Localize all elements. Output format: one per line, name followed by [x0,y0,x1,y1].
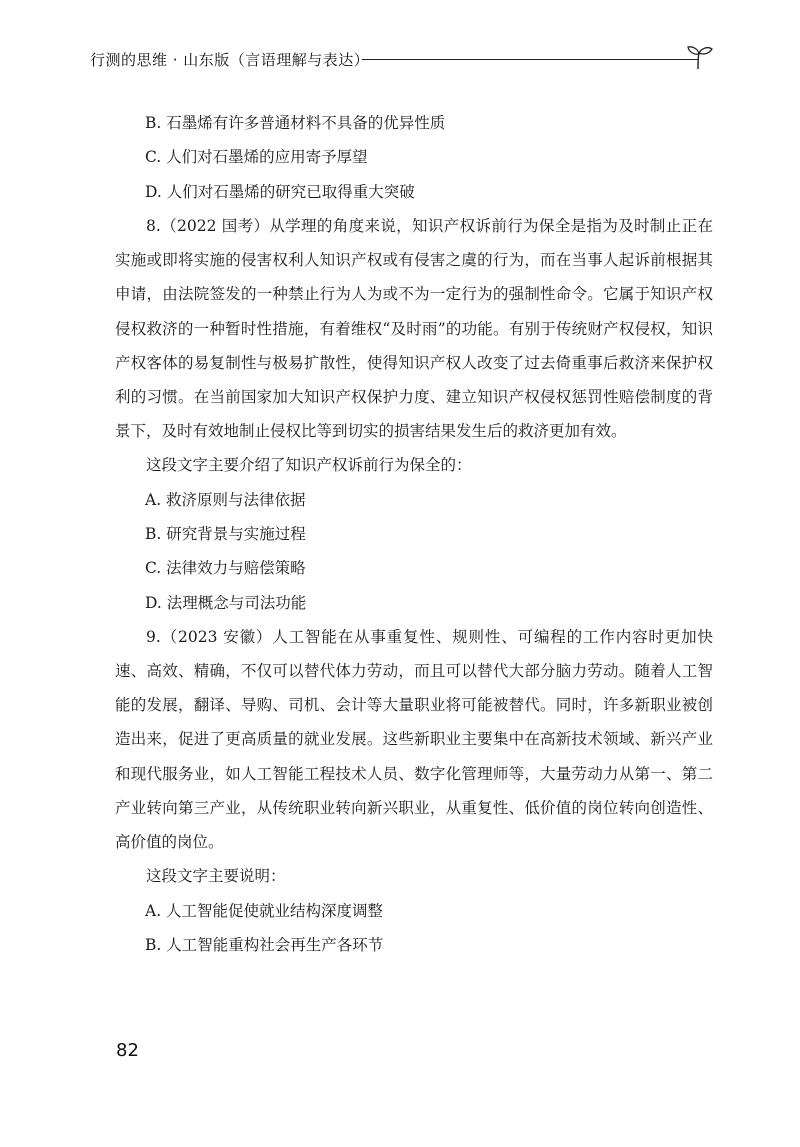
option-item: D. 法理概念与司法功能 [145,593,307,612]
page-number: 82 [116,1040,139,1061]
book-title: 行测的思维 · 山东版（言语理解与表达） [90,51,370,69]
option-item: B. 石墨烯有许多普通材料不具备的优异性质 [145,114,446,132]
option-item: C. 法律效力与赔偿策略 [145,559,306,578]
option-item: D. 人们对石墨烯的研究已取得重大突破 [145,182,415,201]
header-rule [362,59,698,60]
option-item: B. 人工智能重构社会再生产各环节 [145,935,384,954]
page-content [115,106,713,962]
question-8-passage: 8.（2022 国考）从学理的角度来说，知识产权诉前行为保全是指为及时制止正在实施或即将实施的侵害权利人知识产权或有侵害之虞的行为，而在当事人起诉前根据其申请，由法院签发的一种禁止行为人为或不为一定行为的强制性命令。它属于知识产权侵权救济的一种暂时性措施，有着维权“及时雨”的功能。有别于传统财产权侵权，知识产权客体的易复制性与极易扩散性，使得知识产权人改变了过去倚重事后救济来保护权利的习惯。在当前国家加大知识产权保护力度、建立知识产权侵权惩罚性赔偿制度的背景下，及时有效地制止侵权比等到切实的损害结果发生后的救济更加有效。 [115,216,713,441]
option-item: A. 人工智能促使就业结构深度调整 [145,901,384,920]
question-9-stem: 这段文字主要说明： [146,867,286,886]
option-item: B. 研究背景与实施过程 [145,524,306,543]
option-item: C. 人们对石墨烯的应用寄予厚望 [145,148,368,167]
option-item: A. 救济原则与法律依据 [145,490,306,509]
question-8-stem: 这段文字主要介绍了知识产权诉前行为保全的： [146,456,472,475]
sprout-icon [686,44,714,70]
question-9-passage: 9.（2023 安徽）人工智能在从事重复性、规则性、可编程的工作内容时更加快速、高效、精确，不仅可以替代体力劳动，而且可以替代大部分脑力劳动。随着人工智能的发展，翻译、导购、司机、会计等大量职业将可能被替代。同时，许多新职业被创造出来，促进了更高质量的就业发展。这些新职业主要集中在高新技术领域、新兴产业和现代服务业，如人工智能工程技术人员、数字化管理师等，大量劳动力从第一、第二产业转向第三产业，从传统职业转向新兴职业，从重复性、低价值的岗位转向创造性、高价值的岗位。 [115,627,713,852]
running-header [90,44,730,84]
